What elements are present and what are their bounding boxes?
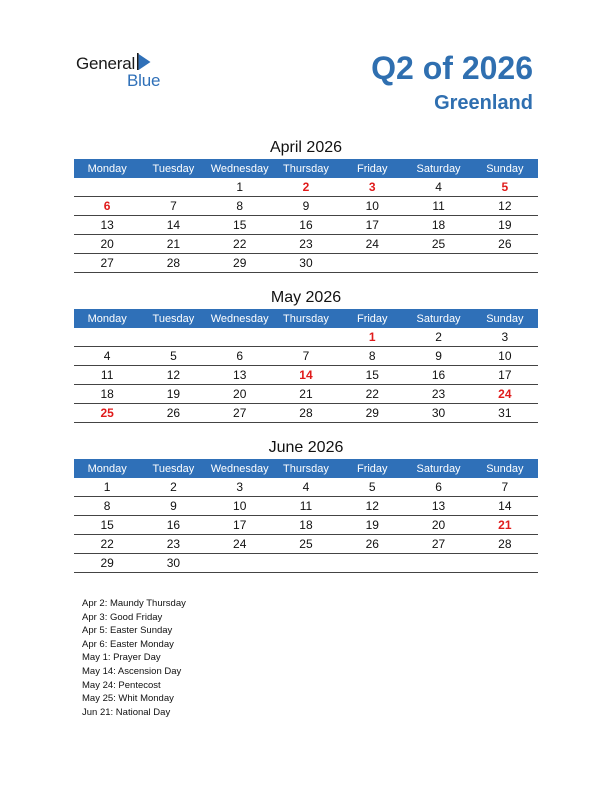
weekday-header: Sunday	[472, 309, 538, 328]
day-cell: 11	[273, 497, 339, 516]
day-cell: 2	[140, 478, 206, 497]
day-cell: 29	[74, 554, 140, 573]
day-cell: 27	[207, 404, 273, 423]
day-cell: 22	[74, 535, 140, 554]
day-cell: 5	[472, 178, 538, 197]
weekday-header: Tuesday	[140, 159, 206, 178]
day-cell: 28	[472, 535, 538, 554]
day-cell: 21	[472, 516, 538, 535]
week-row	[74, 554, 538, 573]
day-cell: 8	[74, 497, 140, 516]
day-cell: 30	[140, 554, 206, 573]
weekday-header: Thursday	[273, 159, 339, 178]
empty-day-cell	[339, 254, 405, 273]
day-cell: 18	[74, 385, 140, 404]
week-row	[74, 478, 538, 497]
day-cell: 11	[405, 197, 471, 216]
weekday-header: Thursday	[273, 309, 339, 328]
month-april	[74, 137, 538, 273]
day-cell: 7	[273, 347, 339, 366]
day-cell: 22	[339, 385, 405, 404]
country-name: Greenland	[434, 92, 533, 114]
month-june	[74, 437, 538, 573]
day-cell: 15	[74, 516, 140, 535]
day-cell: 1	[207, 178, 273, 197]
flag-icon	[137, 53, 151, 70]
holiday-item: May 25: Whit Monday	[82, 693, 174, 705]
calendar-grid	[74, 159, 538, 273]
day-cell: 16	[273, 216, 339, 235]
holiday-list	[82, 597, 186, 719]
day-cell: 28	[273, 404, 339, 423]
day-cell: 20	[74, 235, 140, 254]
week-row	[74, 497, 538, 516]
week-row	[74, 178, 538, 197]
weekday-header: Wednesday	[207, 159, 273, 178]
day-cell: 9	[405, 347, 471, 366]
calendar-grid	[74, 309, 538, 423]
day-cell: 24	[207, 535, 273, 554]
day-cell: 19	[339, 516, 405, 535]
week-row	[74, 347, 538, 366]
day-cell: 6	[74, 197, 140, 216]
day-cell: 13	[405, 497, 471, 516]
day-cell: 16	[140, 516, 206, 535]
day-cell: 5	[140, 347, 206, 366]
empty-day-cell	[207, 554, 273, 573]
day-cell: 12	[339, 497, 405, 516]
day-cell: 8	[207, 197, 273, 216]
day-cell: 3	[472, 328, 538, 347]
day-cell: 4	[273, 478, 339, 497]
day-cell: 25	[405, 235, 471, 254]
month-may	[74, 287, 538, 423]
day-cell: 23	[140, 535, 206, 554]
day-cell: 30	[405, 404, 471, 423]
day-cell: 5	[339, 478, 405, 497]
day-cell: 17	[339, 216, 405, 235]
day-cell: 1	[74, 478, 140, 497]
holiday-item: Apr 6: Easter Monday	[82, 638, 174, 650]
day-cell: 2	[273, 178, 339, 197]
weekday-header: Tuesday	[140, 459, 206, 478]
empty-day-cell	[140, 328, 206, 347]
weekday-header: Sunday	[472, 159, 538, 178]
week-row	[74, 366, 538, 385]
brand-name-general: General	[76, 54, 136, 73]
day-cell: 7	[472, 478, 538, 497]
day-cell: 20	[405, 516, 471, 535]
day-cell: 26	[339, 535, 405, 554]
empty-day-cell	[207, 328, 273, 347]
day-cell: 15	[339, 366, 405, 385]
weekday-header: Monday	[74, 159, 140, 178]
empty-day-cell	[339, 554, 405, 573]
empty-day-cell	[405, 554, 471, 573]
empty-day-cell	[74, 328, 140, 347]
day-cell: 7	[140, 197, 206, 216]
day-cell: 30	[273, 254, 339, 273]
week-row	[74, 516, 538, 535]
day-cell: 4	[405, 178, 471, 197]
day-cell: 11	[74, 366, 140, 385]
day-cell: 17	[472, 366, 538, 385]
holiday-item: May 24: Pentecost	[82, 679, 161, 691]
weekday-header: Sunday	[472, 459, 538, 478]
day-cell: 27	[405, 535, 471, 554]
week-row	[74, 535, 538, 554]
day-cell: 2	[405, 328, 471, 347]
day-cell: 10	[339, 197, 405, 216]
day-cell: 18	[273, 516, 339, 535]
weekday-header: Friday	[339, 309, 405, 328]
holiday-item: May 1: Prayer Day	[82, 652, 161, 664]
day-cell: 26	[140, 404, 206, 423]
day-cell: 27	[74, 254, 140, 273]
day-cell: 21	[273, 385, 339, 404]
day-cell: 22	[207, 235, 273, 254]
empty-day-cell	[74, 178, 140, 197]
day-cell: 4	[74, 347, 140, 366]
weekday-header: Friday	[339, 459, 405, 478]
day-cell: 24	[472, 385, 538, 404]
day-cell: 21	[140, 235, 206, 254]
weekday-header: Saturday	[405, 459, 471, 478]
day-cell: 14	[140, 216, 206, 235]
week-row	[74, 254, 538, 273]
day-cell: 12	[472, 197, 538, 216]
month-title: June 2026	[268, 439, 344, 456]
day-cell: 29	[207, 254, 273, 273]
day-cell: 31	[472, 404, 538, 423]
day-cell: 3	[339, 178, 405, 197]
day-cell: 3	[207, 478, 273, 497]
day-cell: 16	[405, 366, 471, 385]
weekday-header: Saturday	[405, 309, 471, 328]
day-cell: 10	[472, 347, 538, 366]
day-cell: 25	[273, 535, 339, 554]
day-cell: 10	[207, 497, 273, 516]
holiday-item: Apr 2: Maundy Thursday	[82, 598, 186, 609]
day-cell: 9	[273, 197, 339, 216]
day-cell: 8	[339, 347, 405, 366]
day-cell: 19	[140, 385, 206, 404]
day-cell: 29	[339, 404, 405, 423]
brand-name-blue: Blue	[127, 71, 161, 90]
weekday-header: Wednesday	[207, 459, 273, 478]
week-row	[74, 197, 538, 216]
day-cell: 15	[207, 216, 273, 235]
day-cell: 23	[273, 235, 339, 254]
holiday-item: Jun 21: National Day	[82, 706, 171, 718]
day-cell: 17	[207, 516, 273, 535]
day-cell: 20	[207, 385, 273, 404]
day-cell: 9	[140, 497, 206, 516]
day-cell: 6	[405, 478, 471, 497]
weekday-header: Saturday	[405, 159, 471, 178]
day-cell: 13	[207, 366, 273, 385]
holiday-item: May 14: Ascension Day	[82, 665, 182, 677]
day-cell: 25	[74, 404, 140, 423]
week-row	[74, 235, 538, 254]
holiday-item: Apr 3: Good Friday	[82, 611, 163, 623]
weekday-header: Monday	[74, 459, 140, 478]
day-cell: 12	[140, 366, 206, 385]
weekday-header: Thursday	[273, 459, 339, 478]
day-cell: 24	[339, 235, 405, 254]
quarter-title: Q2 of 2026	[371, 50, 533, 86]
empty-day-cell	[273, 328, 339, 347]
month-title: April 2026	[269, 139, 343, 156]
day-cell: 18	[405, 216, 471, 235]
day-cell: 14	[472, 497, 538, 516]
holiday-item: Apr 5: Easter Sunday	[82, 625, 173, 637]
day-cell: 23	[405, 385, 471, 404]
empty-day-cell	[405, 254, 471, 273]
week-row	[74, 385, 538, 404]
day-cell: 1	[339, 328, 405, 347]
day-cell: 13	[74, 216, 140, 235]
empty-day-cell	[140, 178, 206, 197]
month-title: May 2026	[270, 289, 342, 306]
weekday-header: Friday	[339, 159, 405, 178]
week-row	[74, 328, 538, 347]
day-cell: 14	[273, 366, 339, 385]
empty-day-cell	[472, 254, 538, 273]
weekday-header: Tuesday	[140, 309, 206, 328]
weekday-header: Wednesday	[207, 309, 273, 328]
day-cell: 19	[472, 216, 538, 235]
weekday-header: Monday	[74, 309, 140, 328]
brand-logo	[76, 52, 186, 92]
day-cell: 26	[472, 235, 538, 254]
calendar-grid	[74, 459, 538, 573]
empty-day-cell	[472, 554, 538, 573]
empty-day-cell	[273, 554, 339, 573]
week-row	[74, 404, 538, 423]
week-row	[74, 216, 538, 235]
day-cell: 6	[207, 347, 273, 366]
day-cell: 28	[140, 254, 206, 273]
